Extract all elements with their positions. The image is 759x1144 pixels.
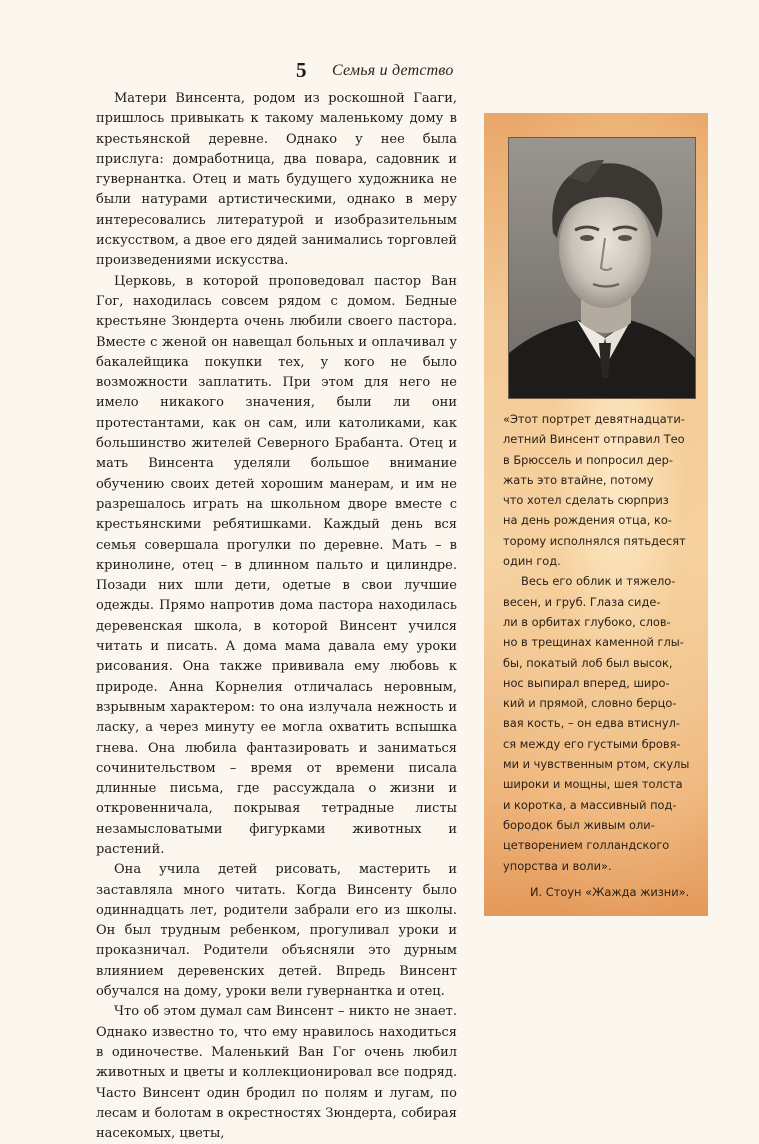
caption-line: цетворением голландского xyxy=(503,838,670,853)
caption-line: и коротка, а массивный под- xyxy=(503,797,677,812)
caption-line: в Брюссель и попросил дер- xyxy=(503,452,673,467)
caption-line: весен, и груб. Глаза сиде- xyxy=(503,594,661,609)
caption-line: вая кость, – он едва втиснул- xyxy=(503,716,681,731)
paragraph: Она учила детей рисовать, мастерить и заставляла много читать. Когда Винсенту было одиннадцать лет, родители забрали его из школы. Он был трудным ребенком, прогуливал уроки и проказничал. Родители объясняли это дурным влиянием деревенских детей. Впредь Винсент обучался на дому, уроки вели гувернантка и отец. xyxy=(96,862,457,1000)
caption-line: Весь его облик и тяжело- xyxy=(521,574,676,589)
page-number: 5 xyxy=(296,58,307,82)
portrait-photo xyxy=(508,137,696,399)
caption-line: летний Винсент отправил Тео xyxy=(503,432,685,447)
caption-line: бородок был живым оли- xyxy=(503,817,655,832)
portrait-illustration xyxy=(509,138,695,398)
main-text-column xyxy=(96,89,457,1144)
caption-line: упорства и воли». xyxy=(503,858,612,873)
paragraph: Матери Винсента, родом из роскошной Гааги, пришлось привыкать к такому маленькому дому в крестьянской деревне. Однако у нее была прислуга: домработница, два повара, садовник и гувернантка. Отец и мать будущего художника не были натурами артистическими, однако в меру интересовались литературой и изобразительным искусством, а двое его дядей занимались торговлей произведениями искусства. xyxy=(96,91,457,269)
caption-line: ли в орбитах глубоко, слов- xyxy=(503,614,671,629)
caption-line: жать это втайне, потому xyxy=(503,472,654,487)
caption-line: но в трещинах каменной глы- xyxy=(503,635,684,650)
paragraph: Церковь, в которой проповедовал пастор Ван Гог, находилась совсем рядом с домом. Бедные крестьяне Зюндерта очень любили своего пастора. Вместе с женой он навещал больных и оплачивал у бакалейщика покупки тех, у кого не было возможности заплатить. При этом для него не имело никакого значения, были ли они протестантами, как он сам, или католиками, как большинство жителей Северного Брабанта. Отец и мать Винсента уделяли большое внимание обучению своих детей хорошим манерам, и им не разрешалось играть на школьном дворе вместе с крестьянскими ребятишками. Каждый день вся семья совершала прогулки по деревне. Мать – в кринолине, отец – в длинном пальто и цилиндре. Позади них шли дети, одетые в свои лучшие одежды. Прямо напротив дома пастора находилась деревенская школа, в которой Винсент учился читать и писать. А дома мама давала ему уроки рисования. Она также прививала ему любовь к природе. Анна Корнелия отличалась неровным, взрывным характером: то она излучала нежность и ласку, а через минуту ее могла охватить вспышка гнева. Она любила фантазировать и заниматься сочинительством – время от времени писала длинные письма, где рассуждала о жизни и откровенничала, покрывая тетрадные листы незамысловатыми фигурками животных и растений. xyxy=(96,273,457,857)
caption-line: торому исполнялся пятьдесят xyxy=(503,533,686,548)
caption-paragraph-2 xyxy=(503,571,699,875)
caption-line: ся между его густыми бровя- xyxy=(503,736,681,751)
caption-source: И. Стоун «Жажда жизни». xyxy=(530,884,690,899)
page-header xyxy=(0,58,759,86)
caption-line: ми и чувственным ртом, скулы xyxy=(503,757,690,772)
caption-line: «Этот портрет девятнадцати- xyxy=(503,412,685,426)
caption-line: бы, покатый лоб был высок, xyxy=(503,655,673,670)
caption-line: что хотел сделать сюрприз xyxy=(503,493,669,508)
paragraph: Что об этом думал сам Винсент – никто не знает. Однако известно то, что ему нравилось находиться в одиночестве. Маленький Ван Гог очень любил животных и цветы и коллекционировал все подряд. Часто Винсент один бродил по полям и лугам, по лесам и болотам в окрестностях Зюндерта, собирая насекомых, цветы, xyxy=(96,1004,457,1142)
caption-line: один год. xyxy=(503,554,561,569)
caption-line: широки и мощны, шея толста xyxy=(503,777,683,792)
caption-line: нос выпирал вперед, широ- xyxy=(503,675,670,690)
caption-line: кий и прямой, словно берцо- xyxy=(503,696,677,711)
caption-paragraph-1 xyxy=(503,409,699,571)
caption-line: на день рождения отца, ко- xyxy=(503,513,672,528)
sidebar-panel xyxy=(484,113,708,916)
running-title: Семья и детство xyxy=(332,62,454,79)
portrait-caption xyxy=(503,409,699,902)
